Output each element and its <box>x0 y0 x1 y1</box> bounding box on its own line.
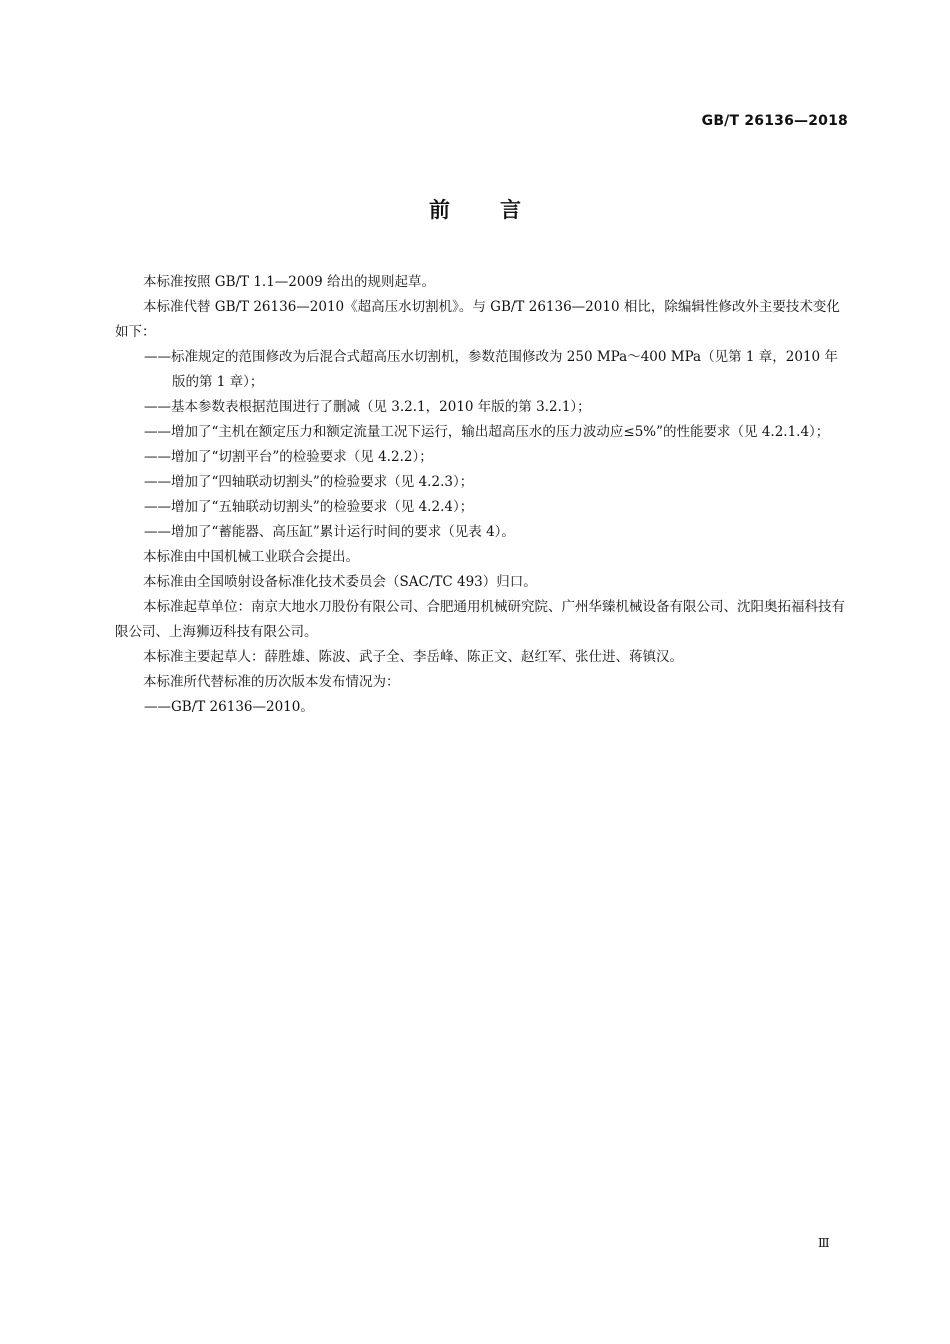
title-char-2: 言 <box>500 198 521 222</box>
list-item: ——标准规定的范围修改为后混合式超高压水切割机，参数范围修改为 250 MPa～400 MPa（见第 1 章，2010 年版的第 1 章）； <box>144 349 838 390</box>
paragraph: 本标准所代替标准的历次版本发布情况为： <box>143 674 400 690</box>
page-number: Ⅲ <box>818 1236 830 1250</box>
paragraph: 本标准按照 GB/T 1.1—2009 给出的规则起草。 <box>143 274 435 290</box>
list-item: ——基本参数表根据范围进行了删减（见 3.2.1，2010 年版的第 3.2.1）； <box>144 399 591 415</box>
list-item: ——增加了“蓄能器、高压缸”累计运行时间的要求（见表 4）。 <box>144 524 515 540</box>
list-item: ——GB/T 26136—2010。 <box>144 699 314 715</box>
paragraph: 本标准由全国喷射设备标准化技术委员会（SAC/TC 493）归口。 <box>143 574 537 590</box>
list-item: ——增加了“切割平台”的检验要求（见 4.2.2）； <box>144 449 433 465</box>
paragraph: 本标准代替 GB/T 26136—2010《超高压水切割机》。与 GB/T 26136—2010 相比，除编辑性修改外主要技术变化如下： <box>115 299 840 340</box>
list-item: ——增加了“五轴联动切割头”的检验要求（见 4.2.4）； <box>144 499 474 515</box>
page-title <box>0 194 950 224</box>
list-item: ——增加了“主机在额定压力和额定流量工况下运行，输出超高压水的压力波动应≤5%”的性能要求（见 4.2.1.4）； <box>144 424 830 440</box>
paragraph: 本标准主要起草人：薛胜雄、陈波、武子全、李岳峰、陈正文、赵红军、张仕进、蒋镇汉。 <box>143 649 683 665</box>
paragraph: 本标准起草单位：南京大地水刀股份有限公司、合肥通用机械研究院、广州华臻机械设备有限公司、沈阳奥拓福科技有限公司、上海狮迈科技有限公司。 <box>115 599 845 640</box>
standard-code: GB/T 26136—2018 <box>701 113 848 129</box>
foreword-body <box>115 270 850 720</box>
list-item: ——增加了“四轴联动切割头”的检验要求（见 4.2.3）； <box>144 474 474 490</box>
paragraph: 本标准由中国机械工业联合会提出。 <box>143 549 359 565</box>
title-char-1: 前 <box>429 198 450 222</box>
